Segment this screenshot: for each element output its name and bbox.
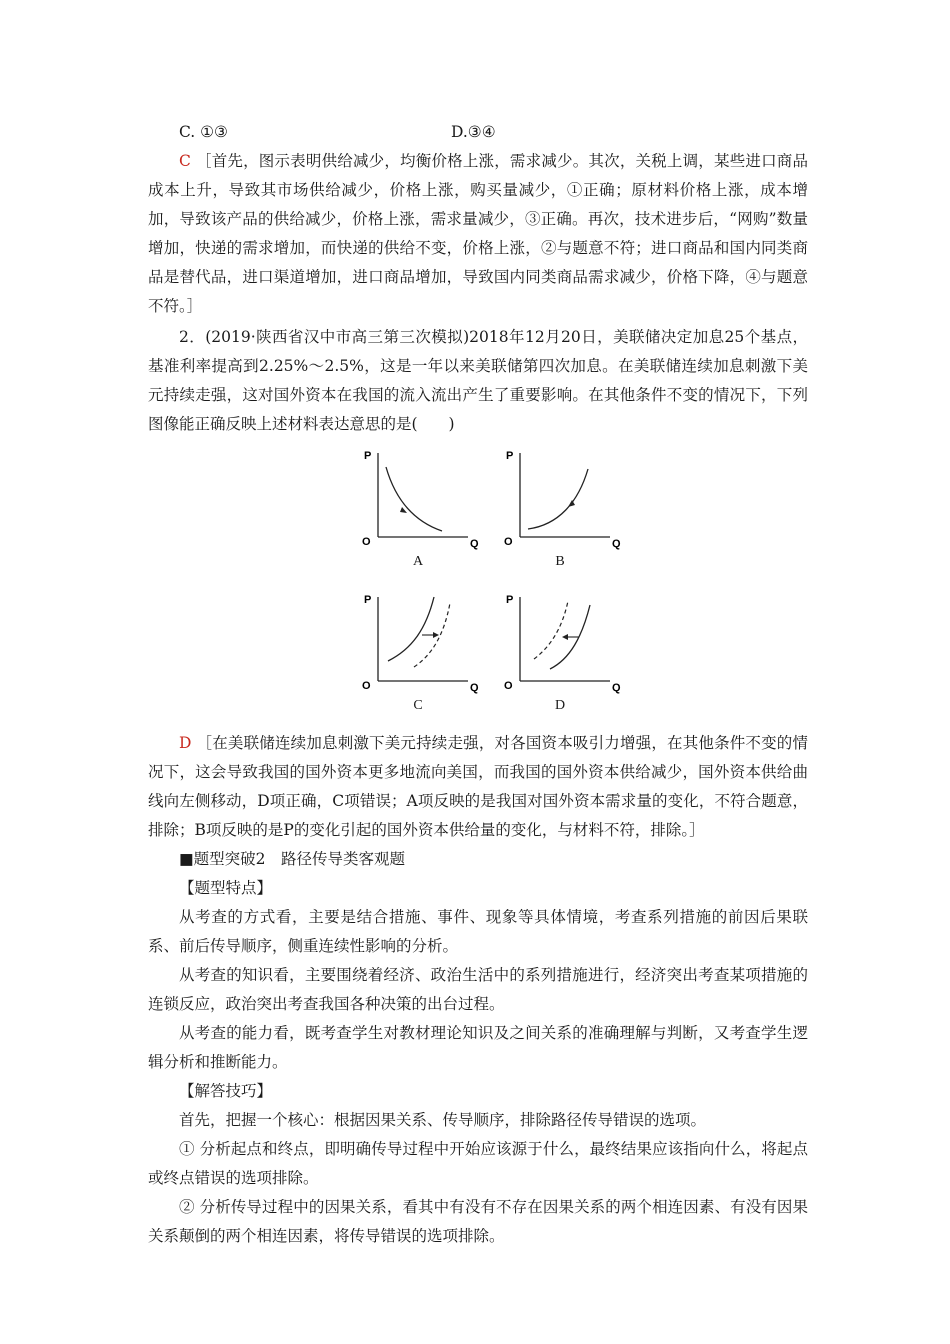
q2-answer-text: ［在美联储连续加息刺激下美元持续走强，对各国资本吸引力增强，在其他条件不变的情况下，这会导致我国的国外资本更多地流向美国，而我国的国外资本供给减少，国外资本供给曲线向左侧移动，D项正确，C项错误；A项反映的是我国对国外资本需求量的变化，不符合题意，排除；B项反映的是P的变化引起的国外资本供给量的变化，与材料不符，排除。］ [148,734,808,839]
graph-c-y-label: P [364,594,372,606]
graph-a-arrow [400,507,407,513]
graph-c-solid-curve [388,597,434,661]
graph-d-dashed-curve [534,601,568,659]
graph-c-x-label: Q [470,682,479,694]
graph-d-shift-arrow [562,634,568,640]
graph-b-caption: B [555,554,565,569]
graph-a-y-label: P [364,450,372,462]
q1-options [148,118,808,147]
document-body [148,118,808,1251]
tip-paragraph: ① 分析起点和终点，即明确传导过程中开始应该源于什么，最终结果应该指向什么，将起点或终点错误的选项排除。 [148,1140,808,1187]
graph-d-y-label: P [506,594,514,606]
graph-b [502,445,642,571]
graph-a-caption: A [412,554,424,569]
q1-answer-letter: C [179,152,191,170]
q2-graphs [148,439,808,729]
graph-c-caption: C [413,698,423,713]
graph-b-arrow [568,500,575,507]
option-c: C. ①③ [179,123,228,141]
graph-a-origin: O [362,536,371,548]
graph-d-x-label: Q [612,682,621,694]
q2-answer-letter: D [179,734,192,752]
q2-stem: 2．(2019·陕西省汉中市高三第三次模拟)2018年12月20日，美联储决定加息25个基点，基准利率提高到2.25%～2.5%，这是一年以来美联储第四次加息。在美联储连续加息刺激下美元持续走强，这对国外资本在我国的流入流出产生了重要影响。在其他条件不变的情况下，下列图像能正确反映上述材料表达意思的是( ) [148,328,808,433]
tips-heading: 【解答技巧】 [179,1082,273,1100]
graph-c [360,589,500,715]
section-title: ■题型突破2 路径传导类客观题 [179,850,406,868]
q1-answer [148,147,808,321]
graph-d [502,589,642,715]
graph-a-curve [386,467,442,531]
graph-b-y-label: P [506,450,514,462]
graph-c-origin: O [362,680,371,692]
feature-paragraph: 从考查的知识看，主要围绕着经济、政治生活中的系列措施进行，经济突出考查某项措施的连锁反应，政治突出考查我国各种决策的出台过程。 [148,966,808,1013]
graph-b-origin: O [504,536,513,548]
graph-a-x-label: Q [470,538,479,550]
option-d: D.③④ [451,123,496,141]
q2-answer [148,729,808,845]
tip-paragraph: ② 分析传导过程中的因果关系，看其中有没有不存在因果关系的两个相连因素、有没有因果关系颠倒的两个相连因素，将传导错误的选项排除。 [148,1198,808,1245]
tip-paragraph: 首先，把握一个核心：根据因果关系、传导顺序，排除路径传导错误的选项。 [179,1111,707,1129]
feature-paragraph: 从考查的能力看，既考查学生对教材理论知识及之间关系的准确理解与判断，又考查学生逻辑分析和推断能力。 [148,1024,808,1071]
graph-d-origin: O [504,680,513,692]
features-heading: 【题型特点】 [179,879,273,897]
q1-answer-text: ［首先，图示表明供给减少，均衡价格上涨，需求减少。其次，关税上调，某些进口商品成本上升，导致其市场供给减少，价格上涨，购买量减少，①正确；原材料价格上涨，成本增加，导致该产品的供给减少，价格上涨，需求量减少，③正确。再次，技术进步后，“网购”数量增加，快递的需求增加，而快递的供给不变，价格上涨，②与题意不符；进口商品和国内同类商品是替代品，进口渠道增加，进口商品增加，导致国内同类商品需求减少，价格下降，④与题意不符。］ [148,152,808,315]
graph-b-x-label: Q [612,538,621,550]
graph-c-shift-arrow [433,632,439,638]
graph-a [360,445,500,571]
feature-paragraph: 从考查的方式看，主要是结合措施、事件、现象等具体情境，考查系列措施的前因后果联系、前后传导顺序，侧重连续性影响的分析。 [148,908,808,955]
graph-d-caption: D [554,698,566,713]
graph-b-curve [528,469,588,529]
